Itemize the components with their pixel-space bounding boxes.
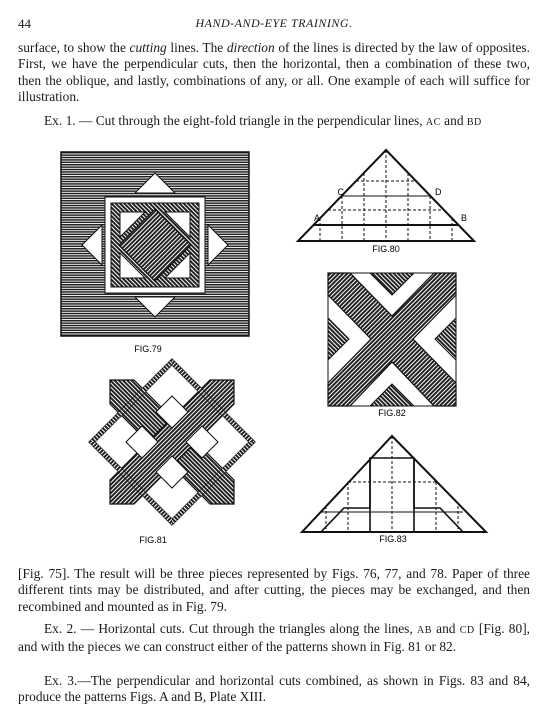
page-number: 44 [18,16,31,31]
fig79-drawing [61,152,249,336]
fig80-label-d: D [435,187,442,197]
fig79-caption: FIG.79 [134,344,162,354]
fig81-caption: FIG.81 [139,535,167,545]
figures-illustration [0,140,548,560]
fig80-label-a: A [313,213,320,223]
fig80-caption: FIG.80 [372,244,400,254]
fig80-drawing [298,150,474,241]
paragraph-ex2: Ex. 2. — Horizontal cuts. Cut through the triangles along the lines, AB and CD [Fig. 80], and with the pieces we can construct either of the patterns shown in Fig. 81 or 82. [18,621,530,655]
fig82-caption: FIG.82 [378,408,406,418]
paragraph-1: surface, to show the cutting lines. The direction of the lines is directed by the law of opposites. First, we have the perpendicular cuts, then the horizontal, then a combination of these two, then the oblique, and lastly, combinations of any, or all. One example of each will suffice for illustration. [18,40,530,105]
fig80-label-c: C [337,187,344,197]
fig81-drawing [89,359,255,525]
fig83-drawing [302,436,486,532]
paragraph-ex1: Ex. 1. — Cut through the eight-fold triangle in the perpendicular lines, AC and BD [44,113,482,128]
fig83-caption: FIG.83 [379,534,407,544]
paragraph-ex3: Ex. 3.—The perpendicular and horizontal cuts combined, as shown in Figs. 83 and 84, produce the patterns Figs. A and B, Plate XIII. [18,673,530,705]
paragraph-continuation: [Fig. 75]. The result will be three pieces represented by Figs. 76, 77, and 78. Paper of three different tints may be distributed, and after cutting, the pieces may be exchanged, and then recombined and mounted as in Fig. 79. [18,566,530,614]
running-title: HAND-AND-EYE TRAINING. [195,16,353,30]
running-header [0,16,548,32]
fig82-drawing [328,273,456,406]
fig80-label-b: B [461,213,468,223]
